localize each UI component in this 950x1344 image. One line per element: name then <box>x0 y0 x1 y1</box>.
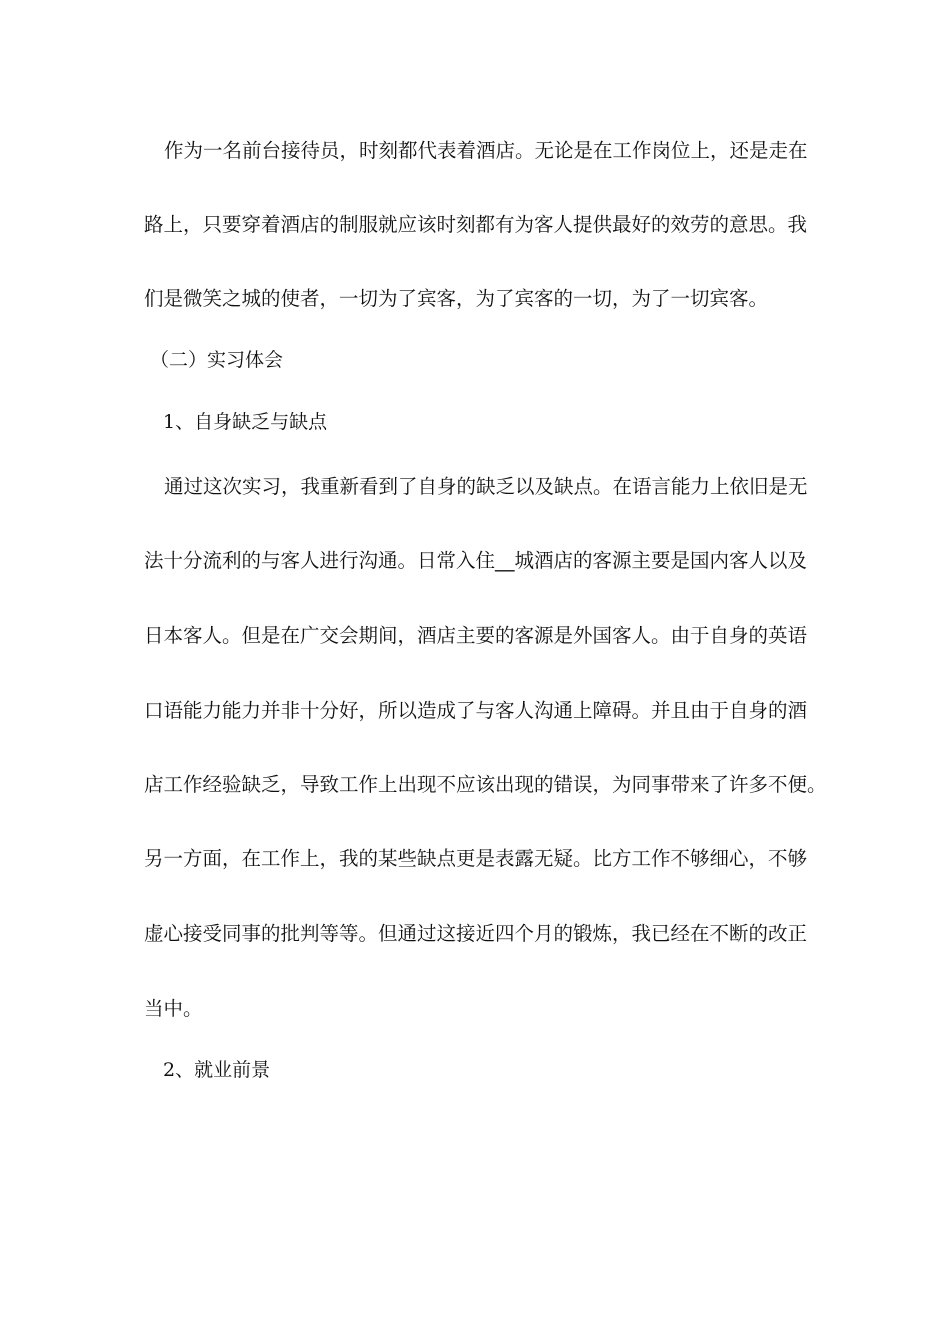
paragraph-2-line-2: 法十分流利的与客人进行沟通。日常入住__城酒店的客源主要是国内客人以及 <box>144 549 808 572</box>
paragraph-2-line-3: 日本客人。但是在广交会期间，酒店主要的客源是外国客人。由于自身的英语 <box>144 624 808 647</box>
subheading-2 <box>163 1061 270 1080</box>
subheading-2-text: 、就业前景 <box>175 1059 271 1081</box>
paragraph-2-line-1: 通过这次实习，我重新看到了自身的缺乏以及缺点。在语言能力上依旧是无 <box>164 475 808 498</box>
subheading-1 <box>163 413 327 432</box>
paragraph-2-line-8: 当中。 <box>144 997 203 1020</box>
subheading-2-number: 2 <box>163 1059 176 1081</box>
paragraph-1-line-1: 作为一名前台接待员，时刻都代表着酒店。无论是在工作岗位上，还是走在 <box>164 139 808 162</box>
paragraph-2-line-5: 店工作经验缺乏，导致工作上出现不应该出现的错误，为同事带来了许多不便。 <box>144 773 827 796</box>
subheading-1-number: 1 <box>163 411 176 433</box>
paragraph-2-line-4: 口语能力能力并非十分好，所以造成了与客人沟通上障碍。并且由于自身的酒 <box>144 699 808 722</box>
paragraph-1-line-3: 们是微笑之城的使者，一切为了宾客，为了宾客的一切，为了一切宾客。 <box>144 287 769 310</box>
subheading-1-text: 、自身缺乏与缺点 <box>175 411 328 433</box>
paragraph-2-line-7: 虚心接受同事的批判等等。但通过这接近四个月的锻炼，我已经在不断的改正 <box>144 922 808 945</box>
section-heading: （二）实习体会 <box>150 349 284 371</box>
paragraph-1-line-2: 路上，只要穿着酒店的制服就应该时刻都有为客人提供最好的效劳的意思。我 <box>144 213 808 236</box>
paragraph-2-line-6: 另一方面，在工作上，我的某些缺点更是表露无疑。比方工作不够细心，不够 <box>144 847 808 870</box>
